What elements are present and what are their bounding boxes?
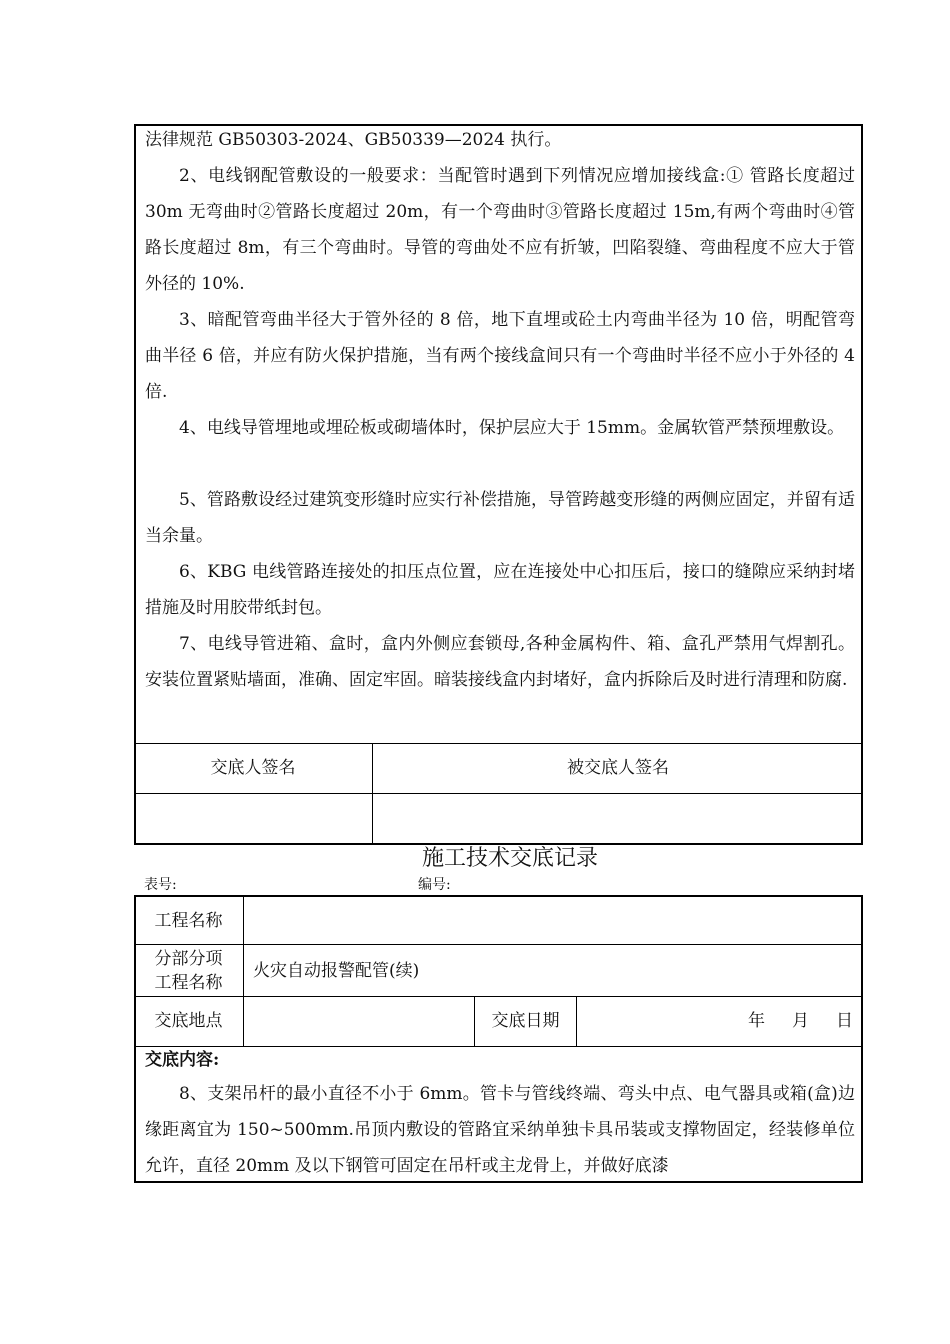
content-label: 交底内容: — [145, 1050, 220, 1070]
divider — [134, 1046, 863, 1047]
table-number-label: 表号: — [144, 877, 177, 893]
paragraph-1: 法律规范 GB50303-2024、GB50339—2024 执行。 — [145, 130, 562, 150]
paragraph-7: 7、电线导管进箱、盒时，盒内外侧应套锁母,各种金属构件、箱、盒孔严禁用气焊割孔。安装位置紧贴墙面，准确、固定牢固。暗装接线盒内封堵好，盒内拆除后及时进行清理和防腐. — [145, 634, 855, 690]
paragraph-4: 4、电线导管埋地或埋砼板或砌墙体时，保护层应大于 15mm。金属软管严禁预埋敷设。 — [179, 418, 845, 438]
sub-project-label-line2: 工程名称 — [154, 973, 223, 993]
date-label: 交底日期 — [491, 1011, 560, 1031]
project-name-label: 工程名称 — [154, 911, 223, 931]
sub-project-label-line1: 分部分项 — [154, 949, 223, 969]
date-year: 年 — [748, 1011, 765, 1031]
paragraph-5: 5、管路敷设经过建筑变形缝时应实行补偿措施，导管跨越变形缝的两侧应固定，并留有适当余量。 — [145, 490, 855, 546]
paragraph-3: 3、暗配管弯曲半径大于管外径的 8 倍，地下直埋或砼土内弯曲半径为 10 倍，明配管弯曲半径 6 倍，并应有防火保护措施，当有两个接线盒间只有一个弯曲时半径不应小于外径的 4 倍. — [145, 310, 855, 402]
content-text: 8、支架吊杆的最小直径不小于 6mm。管卡与管线终端、弯头中点、电气器具或箱(盒)边缘距离宜为 150~500mm.吊顶内敷设的管路宜采纳单独卡具吊装或支撑物固定，经装修单位允许，直径 20mm 及以下钢管可固定在吊杆或主龙骨上，并做好底漆 — [145, 1084, 855, 1176]
recipient-signature-label: 被交底人签名 — [567, 758, 669, 778]
location-label: 交底地点 — [154, 1011, 223, 1031]
date-day: 日 — [836, 1011, 853, 1031]
record-title: 施工技术交底记录 — [421, 845, 598, 870]
divider — [243, 895, 244, 1046]
discloser-signature-label: 交底人签名 — [210, 758, 296, 778]
serial-number-label: 编号: — [418, 877, 451, 893]
recipient-signature-field[interactable] — [374, 795, 861, 843]
date-month: 月 — [792, 1011, 809, 1031]
discloser-signature-field[interactable] — [136, 795, 371, 843]
paragraph-6: 6、KBG 电线管路连接处的扣压点位置，应在连接处中心扣压后，接口的缝隙应采纳封堵措施及时用胶带纸封包。 — [145, 562, 855, 618]
divider — [134, 743, 863, 744]
divider — [134, 793, 863, 794]
location-field[interactable] — [245, 998, 473, 1045]
paragraph-2: 2、电线钢配管敷设的一般要求：当配管时遇到下列情况应增加接线盒:① 管路长度超过 30m 无弯曲时②管路长度超过 20m，有一个弯曲时③管路长度超过 15m,有两个弯曲时④管路长度超过 8m，有三个弯曲时。导管的弯曲处不应有折皱，凹陷裂缝、弯曲程度不应大于管外径的 10%. — [145, 166, 855, 294]
project-name-field[interactable] — [245, 897, 861, 943]
divider — [576, 996, 577, 1046]
sub-project-value: 火灾自动报警配管(续) — [253, 961, 420, 981]
